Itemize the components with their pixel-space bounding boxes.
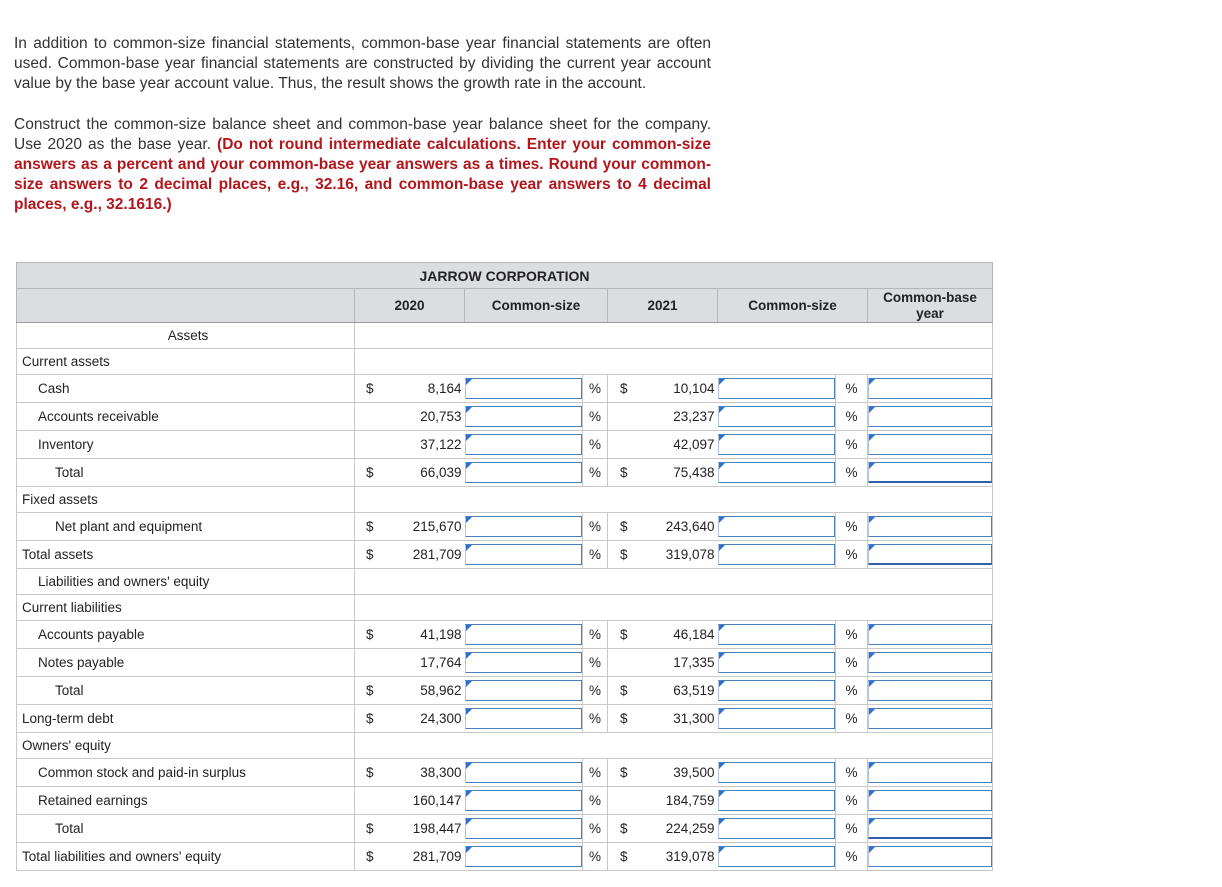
table-row: [17, 815, 993, 843]
common-size-2020-input[interactable]: [465, 818, 583, 839]
value-2020: 24,300: [385, 705, 465, 733]
value-2021: 224,259: [640, 815, 718, 843]
common-size-2021-input[interactable]: [718, 680, 836, 701]
common-size-2020-input[interactable]: [465, 790, 583, 811]
common-size-2020-input[interactable]: [465, 624, 583, 645]
common-base-year-input[interactable]: [868, 680, 992, 701]
row-label: Total: [17, 677, 355, 705]
currency-sign: $: [608, 843, 640, 871]
row-label: Inventory: [17, 431, 355, 459]
percent-sign: %: [583, 459, 608, 487]
row-label: Net plant and equipment: [17, 513, 355, 541]
common-base-year-input[interactable]: [868, 462, 992, 483]
common-base-year-input[interactable]: [868, 406, 992, 427]
currency-sign: $: [608, 759, 640, 787]
percent-sign: %: [836, 843, 868, 871]
instructions-rounding-note: (Do not round intermediate calculations. Enter your common-size answers as a percent and your common-base year answers as a times. Round your common-size answers to 2 decimal places, e.g., 32.16, and common-base year answers to 4 decimal places, e.g., 32.1616.): [14, 136, 711, 213]
row-label: Notes payable: [17, 649, 355, 677]
common-size-2020-input[interactable]: [465, 708, 583, 729]
value-2020: 17,764: [385, 649, 465, 677]
common-base-year-input[interactable]: [868, 818, 992, 839]
currency-sign: $: [608, 459, 640, 487]
percent-sign: %: [583, 705, 608, 733]
row-label: Common stock and paid-in surplus: [17, 759, 355, 787]
value-2020: 37,122: [385, 431, 465, 459]
percent-sign: %: [836, 513, 868, 541]
table-row: [17, 459, 993, 487]
common-size-2021-input[interactable]: [718, 462, 836, 483]
table-row: [17, 541, 993, 569]
common-base-year-input[interactable]: [868, 378, 992, 399]
instructions-paragraph-2: [14, 115, 711, 215]
header-2021: 2021: [608, 289, 718, 323]
common-size-2021-input[interactable]: [718, 406, 836, 427]
row-label: Retained earnings: [17, 787, 355, 815]
row-label: Accounts payable: [17, 621, 355, 649]
common-size-2021-input[interactable]: [718, 762, 836, 783]
table-title: JARROW CORPORATION: [17, 263, 993, 289]
common-size-2020-input[interactable]: [465, 516, 583, 537]
common-base-year-input[interactable]: [868, 434, 992, 455]
percent-sign: %: [583, 649, 608, 677]
percent-sign: %: [836, 541, 868, 569]
current-liabilities-heading: Current liabilities: [17, 595, 355, 621]
common-size-2021-input[interactable]: [718, 790, 836, 811]
current-assets-heading: Current assets: [17, 349, 355, 375]
currency-sign: $: [355, 843, 385, 871]
row-label: Total: [17, 459, 355, 487]
common-size-2020-input[interactable]: [465, 462, 583, 483]
currency-sign: $: [608, 815, 640, 843]
common-size-2021-input[interactable]: [718, 434, 836, 455]
currency-sign: $: [355, 541, 385, 569]
value-2021: 75,438: [640, 459, 718, 487]
percent-sign: %: [836, 403, 868, 431]
percent-sign: %: [583, 787, 608, 815]
percent-sign: %: [583, 677, 608, 705]
common-size-2020-input[interactable]: [465, 846, 583, 867]
table-row: [17, 759, 993, 787]
common-size-2020-input[interactable]: [465, 378, 583, 399]
common-base-year-input[interactable]: [868, 544, 992, 565]
fixed-assets-heading: Fixed assets: [17, 487, 355, 513]
currency-sign: $: [355, 705, 385, 733]
currency-sign: $: [355, 375, 385, 403]
percent-sign: %: [836, 787, 868, 815]
assets-heading: Assets: [17, 323, 355, 349]
value-2021: 46,184: [640, 621, 718, 649]
value-2021: 17,335: [640, 649, 718, 677]
common-size-2020-input[interactable]: [465, 680, 583, 701]
balance-sheet-table: [16, 262, 993, 871]
common-base-year-input[interactable]: [868, 762, 992, 783]
common-size-2021-input[interactable]: [718, 846, 836, 867]
percent-sign: %: [583, 431, 608, 459]
value-2021: 243,640: [640, 513, 718, 541]
row-label: Total liabilities and owners' equity: [17, 843, 355, 871]
header-common-size-2020: Common-size: [465, 289, 608, 323]
value-2020: 58,962: [385, 677, 465, 705]
table-row: [17, 787, 993, 815]
common-size-2021-input[interactable]: [718, 708, 836, 729]
value-2021: 31,300: [640, 705, 718, 733]
header-2020: 2020: [355, 289, 465, 323]
currency-sign: $: [355, 513, 385, 541]
row-label: Total: [17, 815, 355, 843]
currency-sign: $: [355, 759, 385, 787]
value-2021: 39,500: [640, 759, 718, 787]
table-row: [17, 513, 993, 541]
currency-sign: $: [608, 621, 640, 649]
table-row: [17, 403, 993, 431]
common-size-2020-input[interactable]: [465, 652, 583, 673]
row-label: Accounts receivable: [17, 403, 355, 431]
percent-sign: %: [836, 705, 868, 733]
percent-sign: %: [836, 375, 868, 403]
percent-sign: %: [583, 375, 608, 403]
percent-sign: %: [836, 621, 868, 649]
table-row: [17, 705, 993, 733]
header-blank: [17, 289, 355, 323]
value-2021: 23,237: [640, 403, 718, 431]
percent-sign: %: [583, 759, 608, 787]
value-2021: 319,078: [640, 843, 718, 871]
percent-sign: %: [836, 759, 868, 787]
currency-sign: $: [355, 459, 385, 487]
table-row: [17, 677, 993, 705]
percent-sign: %: [583, 815, 608, 843]
common-base-year-input[interactable]: [868, 652, 992, 673]
common-size-2020-input[interactable]: [465, 544, 583, 565]
value-2021: 10,104: [640, 375, 718, 403]
value-2020: 160,147: [385, 787, 465, 815]
header-common-base-year: Common-base year: [868, 289, 993, 323]
percent-sign: %: [583, 403, 608, 431]
value-2021: 184,759: [640, 787, 718, 815]
value-2020: 20,753: [385, 403, 465, 431]
percent-sign: %: [836, 815, 868, 843]
percent-sign: %: [836, 677, 868, 705]
currency-sign: $: [608, 541, 640, 569]
header-common-size-2021: Common-size: [718, 289, 868, 323]
currency-sign: $: [355, 677, 385, 705]
common-size-2020-input[interactable]: [465, 406, 583, 427]
liabilities-equity-heading: Liabilities and owners' equity: [17, 569, 355, 595]
common-size-2020-input[interactable]: [465, 434, 583, 455]
instructions-plain: Construct the common-size balance sheet and common-base year balance sheet for the company. Use 2020 as the base year.: [14, 116, 711, 153]
value-2020: 66,039: [385, 459, 465, 487]
table-row: [17, 621, 993, 649]
value-2021: 319,078: [640, 541, 718, 569]
percent-sign: %: [583, 621, 608, 649]
percent-sign: %: [836, 459, 868, 487]
common-size-2020-input[interactable]: [465, 762, 583, 783]
value-2020: 281,709: [385, 541, 465, 569]
value-2020: 198,447: [385, 815, 465, 843]
currency-sign: $: [608, 375, 640, 403]
currency-sign: $: [355, 815, 385, 843]
value-2020: 215,670: [385, 513, 465, 541]
common-base-year-input[interactable]: [868, 846, 992, 867]
common-base-year-input[interactable]: [868, 790, 992, 811]
currency-sign: $: [608, 705, 640, 733]
common-size-2021-input[interactable]: [718, 652, 836, 673]
value-2020: 8,164: [385, 375, 465, 403]
currency-sign: $: [355, 621, 385, 649]
value-2020: 281,709: [385, 843, 465, 871]
common-base-year-input[interactable]: [868, 516, 992, 537]
owners-equity-heading: Owners' equity: [17, 733, 355, 759]
row-label: Long-term debt: [17, 705, 355, 733]
row-label: Total assets: [17, 541, 355, 569]
table-row: [17, 649, 993, 677]
instructions: [14, 34, 711, 236]
common-base-year-input[interactable]: [868, 708, 992, 729]
common-size-2021-input[interactable]: [718, 378, 836, 399]
value-2020: 41,198: [385, 621, 465, 649]
instructions-paragraph-1: In addition to common-size financial statements, common-base year financial statements are often used. Common-base year financial statements are constructed by dividing the current year account value by the base year account value. Thus, the result shows the growth rate in the account.: [14, 35, 711, 92]
value-2020: 38,300: [385, 759, 465, 787]
table-row: [17, 843, 993, 871]
row-label: Cash: [17, 375, 355, 403]
percent-sign: %: [836, 431, 868, 459]
currency-sign: $: [608, 513, 640, 541]
common-size-2021-input[interactable]: [718, 624, 836, 645]
value-2021: 63,519: [640, 677, 718, 705]
table-row: [17, 431, 993, 459]
table-row: [17, 375, 993, 403]
value-2021: 42,097: [640, 431, 718, 459]
currency-sign: $: [608, 677, 640, 705]
common-size-2021-input[interactable]: [718, 516, 836, 537]
percent-sign: %: [583, 843, 608, 871]
common-base-year-input[interactable]: [868, 624, 992, 645]
percent-sign: %: [836, 649, 868, 677]
common-size-2021-input[interactable]: [718, 544, 836, 565]
percent-sign: %: [583, 541, 608, 569]
common-size-2021-input[interactable]: [718, 818, 836, 839]
percent-sign: %: [583, 513, 608, 541]
